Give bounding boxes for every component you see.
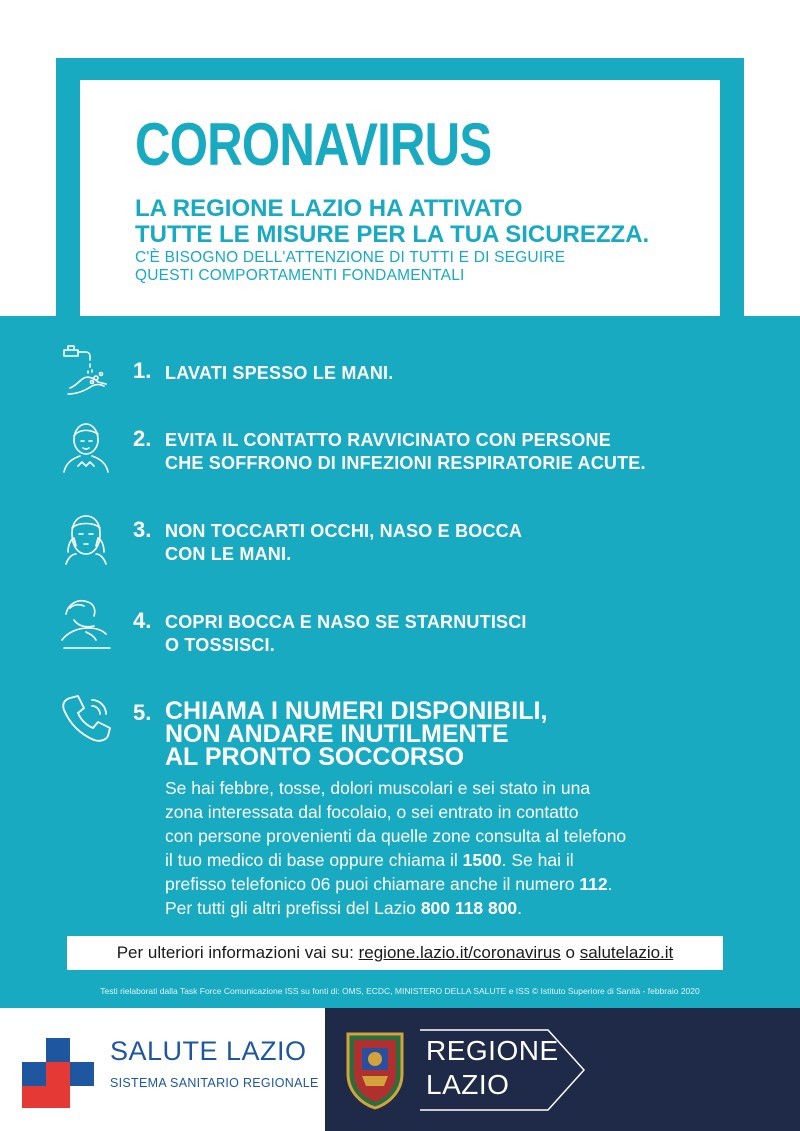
advice-line-4-post: . Se hai il (501, 850, 574, 870)
advice-line-6-post: . (517, 898, 523, 918)
face-touch-icon (56, 508, 116, 568)
step-2-text-line-2: CHE SOFFRONO DI INFEZIONI RESPIRATORIE ACUTE. (165, 453, 646, 473)
advice-line-5-post: . (607, 874, 613, 894)
salute-lazio-name: SALUTE LAZIO (110, 1036, 307, 1066)
advice-line-1: Se hai febbre, tosse, dolori muscolari e sei stato in una (165, 778, 591, 798)
step-5-text-line-3: AL PRONTO SOCCORSO (165, 743, 465, 771)
handwash-icon (56, 340, 116, 400)
advice-line-3: con persone provenienti da quelle zone consulta al telefono (165, 826, 627, 846)
advice-line-4 (165, 848, 745, 872)
headline-line-2: TUTTE LE MISURE PER LA TUA SICUREZZA. (135, 221, 650, 248)
subheadline-line-2: QUESTI COMPORTAMENTI FONDAMENTALI (135, 267, 465, 284)
regione-lazio-emblem-icon (340, 1030, 410, 1110)
advice-line-2: zona interessata dal focolaio, o sei entrato in contatto (165, 802, 579, 822)
step-3-number: 3. (133, 517, 152, 542)
source-credits: Testi rielaborati dalla Task Force Comunicazione ISS su fonti di: OMS, ECDC, MINISTERO DELLA SALUTE e ISS © Istituto Superiore di Sanità - febbraio 2020 (100, 986, 700, 996)
advice-paragraph (165, 776, 745, 920)
step-2-text-line-1: EVITA IL CONTATTO RAVVICINATO CON PERSONE (165, 430, 611, 450)
step-4-number: 4. (133, 608, 152, 633)
phone-number-1500: 1500 (462, 850, 502, 870)
advice-line-5-pre: prefisso telefonico 06 puoi chiamare anche il numero (165, 874, 580, 894)
salute-lazio-subtitle: SISTEMA SANITARIO REGIONALE (110, 1076, 319, 1090)
salutelazio-link[interactable]: salutelazio.it (579, 943, 674, 962)
regione-lazio-line-1: REGIONE (426, 1035, 559, 1066)
step-4-text-line-2: O TOSSISCI. (165, 635, 275, 655)
step-5-number: 5. (133, 700, 152, 725)
step-3-text-line-2: CON LE MANI. (165, 544, 292, 564)
headline-line-1: LA REGIONE LAZIO HA ATTIVATO (135, 195, 523, 222)
step-1-number: 1. (133, 358, 152, 383)
salute-lazio-cross-logo (18, 1030, 98, 1110)
more-info-connector: o (560, 943, 580, 962)
page-title: CORONAVIRUS (135, 111, 492, 178)
more-info-box (67, 936, 723, 970)
step-4-text-line-1: COPRI BOCCA E NASO SE STARNUTISCI (165, 612, 527, 632)
subheadline-line-1: C'È BISOGNO DELL'ATTENZIONE DI TUTTI E DI SEGUIRE (135, 249, 566, 266)
step-3-text-line-1: NON TOCCARTI OCCHI, NASO E BOCCA (165, 521, 523, 541)
advice-line-4-pre: il tuo medico di base oppure chiama il (165, 850, 463, 870)
phone-number-800: 800 118 800 (420, 898, 518, 918)
advice-line-6-pre: Per tutti gli altri prefissi del Lazio (165, 898, 421, 918)
step-5-text-line-2: NON ANDARE INUTILMENTE (165, 720, 509, 748)
regione-coronavirus-link[interactable]: regione.lazio.it/coronavirus (358, 943, 561, 962)
regione-lazio-line-2: LAZIO (426, 1069, 510, 1100)
more-info-text: Per ulteriori informazioni vai su: (116, 943, 359, 962)
advice-line-5 (165, 872, 745, 896)
step-1-text: LAVATI SPESSO LE MANI. (165, 363, 394, 383)
step-5-text-line-1: CHIAMA I NUMERI DISPONIBILI, (165, 697, 548, 725)
phone-icon (56, 690, 116, 750)
advice-line-6 (165, 896, 745, 920)
sneeze-icon (56, 592, 116, 652)
step-2-number: 2. (133, 426, 152, 451)
sick-person-icon (56, 416, 116, 476)
phone-number-112: 112 (579, 874, 608, 894)
